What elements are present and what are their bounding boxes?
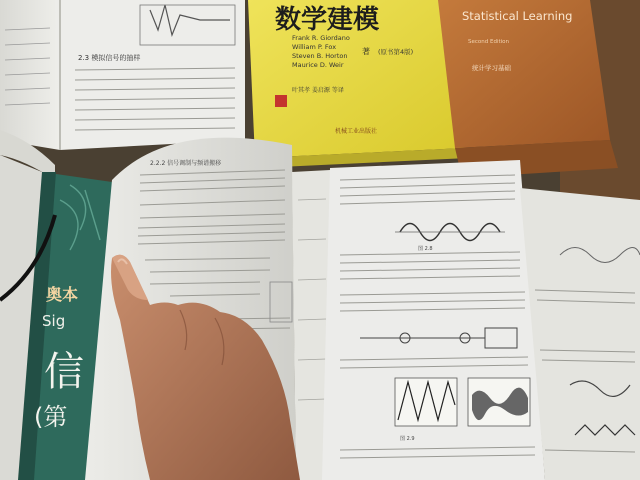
brown-edition: Second Edition [468,39,510,45]
yellow-translator: 叶其孝 姜启源 等译 [292,87,344,94]
yellow-author-suffix: 著 [362,47,370,56]
yellow-author-2: William P. Fox [292,43,337,51]
yellow-edition: (原书第4版) [378,48,414,56]
yellow-author-4: Maurice D. Weir [292,61,344,69]
green-paren: (第 [34,403,68,431]
yellow-author-1: Frank R. Giordano [292,34,350,42]
green-char-big: 信 [44,349,84,395]
brown-book [438,0,618,178]
left-heading: 2.3 模拟信号的抽样 [78,54,141,62]
main-book-right-page [322,160,545,480]
yellow-book [248,0,468,168]
figure-caption-2: 图 2.9 [400,436,415,442]
publisher-logo [275,95,287,107]
yellow-publisher: 机械工业出版社 [335,128,378,135]
brown-title: Statistical Learning [462,9,573,23]
section-heading: 2.2.2 信号调制与频谱搬移 [150,160,222,167]
green-char-small: 奥本 [46,285,79,304]
green-latin: Sig [42,312,66,330]
figure-caption-1: 图 2.8 [418,246,433,252]
yellow-author-3: Steven B. Horton [292,52,348,60]
yellow-book-title: 数学建模 [275,5,380,35]
open-book-top-left [0,0,245,150]
brown-subtitle: 统计学习基础 [472,64,511,72]
